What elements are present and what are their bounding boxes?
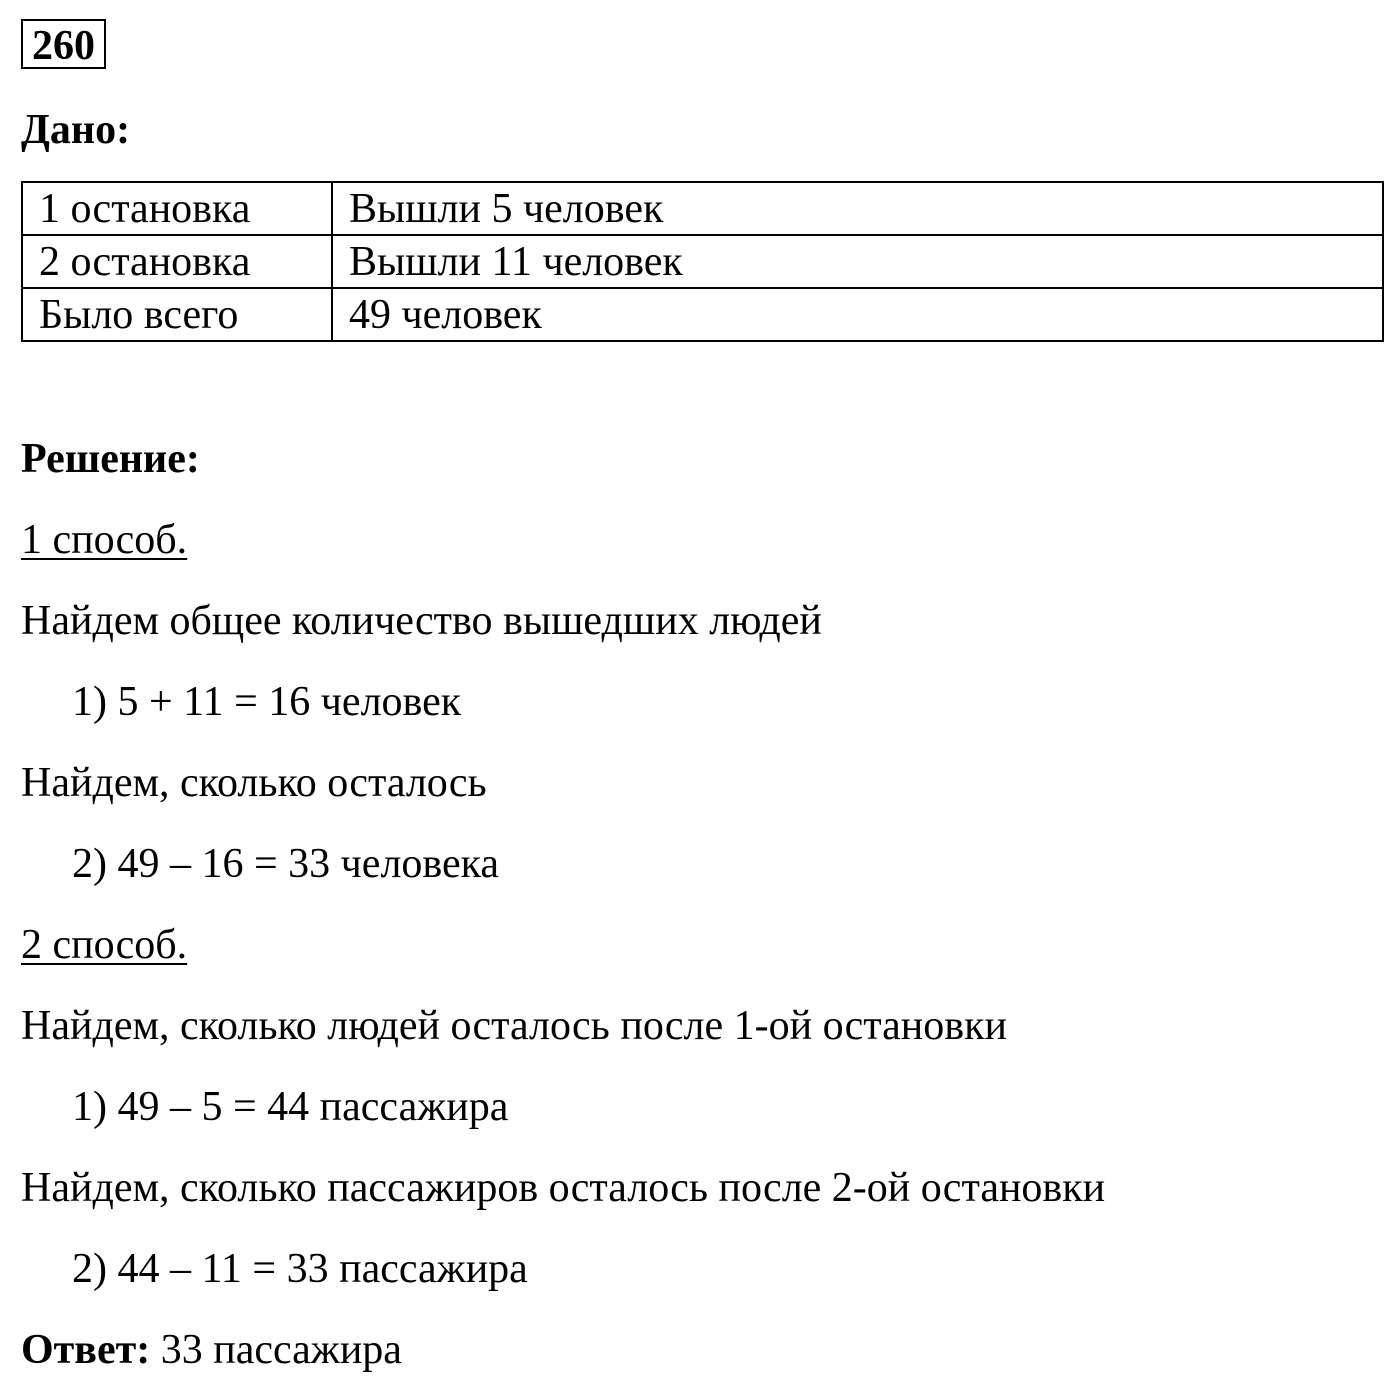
table-cell-label: Было всего <box>22 288 332 341</box>
table-cell-value: Вышли 11 человек <box>332 235 1383 288</box>
method1-step1-calc: 1) 5 + 11 = 16 человек <box>72 679 462 725</box>
solution-heading: Решение: <box>21 436 200 482</box>
method2-step2-text: Найдем, сколько пассажиров осталось после 2-ой остановки <box>21 1165 1106 1211</box>
method2-step2-calc: 2) 44 – 11 = 33 пассажира <box>72 1246 528 1292</box>
method1-step2-calc: 2) 49 – 16 = 33 человека <box>72 841 500 887</box>
table-cell-value: 49 человек <box>332 288 1383 341</box>
answer-value: 33 пассажира <box>150 1327 402 1373</box>
answer-line <box>21 1325 402 1375</box>
table-row <box>22 288 1383 341</box>
method1-step1-text: Найдем общее количество вышедших людей <box>21 598 822 644</box>
method2-step1-calc: 1) 49 – 5 = 44 пассажира <box>72 1084 509 1130</box>
method1-step2-text: Найдем, сколько осталось <box>21 760 487 806</box>
table-cell-label: 2 остановка <box>22 235 332 288</box>
table-cell-value: Вышли 5 человек <box>332 182 1383 235</box>
given-table <box>21 181 1384 342</box>
answer-label: Ответ: <box>21 1327 151 1373</box>
given-heading: Дано: <box>21 107 131 153</box>
table-row <box>22 235 1383 288</box>
table-cell-label: 1 остановка <box>22 182 332 235</box>
table-row <box>22 182 1383 235</box>
method2-step1-text: Найдем, сколько людей осталось после 1-ой остановки <box>21 1003 1007 1049</box>
method2-title: 2 способ. <box>21 922 188 968</box>
method1-title: 1 способ. <box>21 517 188 563</box>
task-number: 260 <box>21 19 106 69</box>
